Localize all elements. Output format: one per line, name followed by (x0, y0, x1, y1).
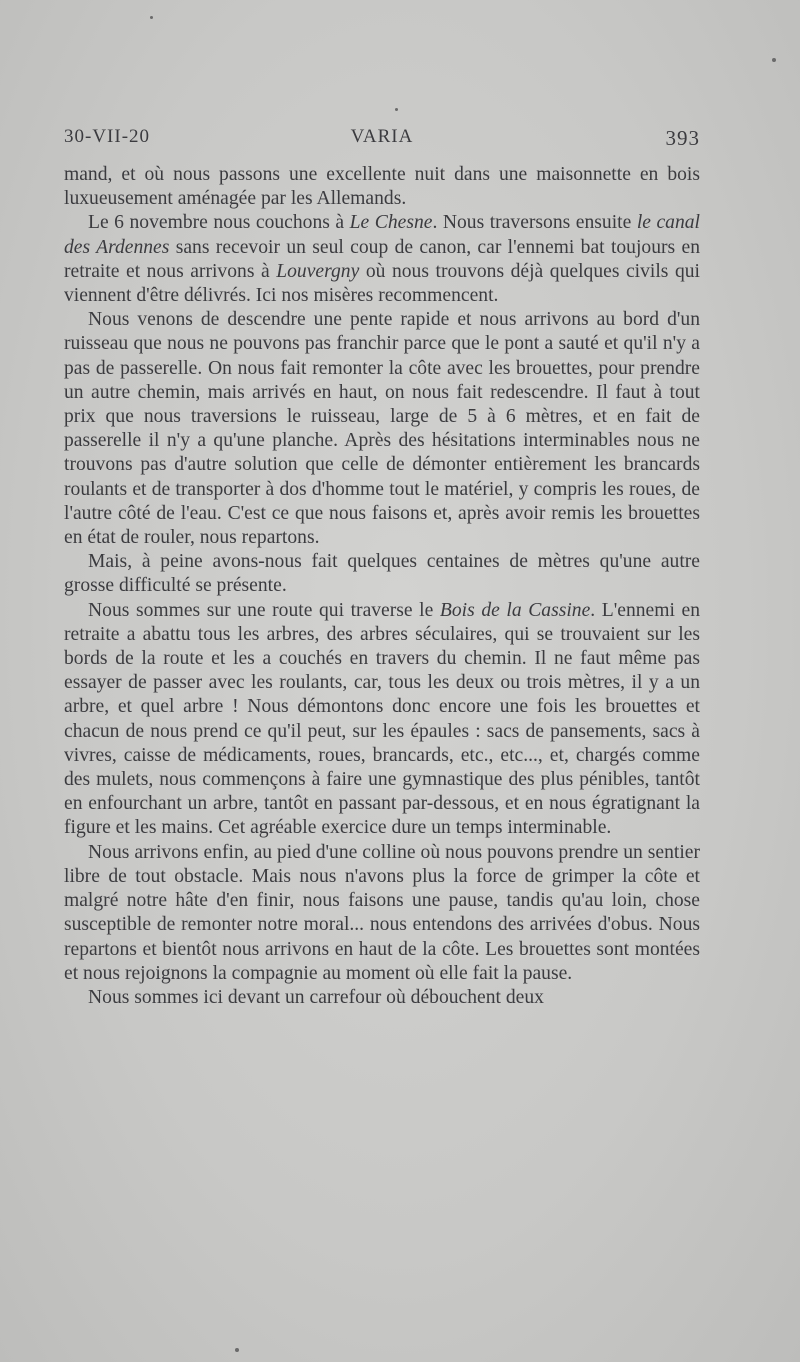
paragraph: Nous venons de descendre une pente rapide et nous arrivons au bord d'un ruisseau que nous ne pouvons pas franchir parce que le pont a sauté et qu'il n'y a pas de passerelle. On nous fait remonter la côte avec les brouettes, pour prendre un autre chemin, mais arrivés en haut, on nous fait redescendre. Il faut à tout prix que nous traversions le ruisseau, large de 5 à 6 mètres, et en fait de passerelle il n'y a qu'une planche. Après des hésitations interminables nous ne trouvons pas d'autre solution que celle de démonter entièrement les brancards roulants et de transporter à dos d'homme tout le matériel, y compris les roues, de l'autre côté de l'eau. C'est ce que nous faisons et, après avoir remis les brouettes en état de rouler, nous repartons. (64, 309, 700, 549)
body-text (64, 163, 700, 1010)
header-section-title: VARIA (350, 126, 414, 147)
header-date: 30-VII-20 (64, 126, 151, 147)
page-number: 393 (665, 126, 700, 150)
running-header (64, 126, 700, 156)
paragraph: Nous sommes sur une route qui traverse le Bois de la Cassine. L'ennemi en retraite a abattu tous les arbres, des arbres séculaires, qui se trouvaient sur les bords de la route et les a couchés en travers du chemin. Il ne faut même pas essayer de passer avec les roulants, car, tous les deux ou trois mètres, il y a un arbre, et quel arbre ! Nous démontons donc encore une fois les brouettes et chacun de nous prend ce qu'il peut, sur les épaules : sacs de pansements, sacs à vivres, caisse de médicaments, roues, brancards, etc., etc..., et, chargés comme des mulets, nous commençons à faire une gymnastique des plus pénibles, tantôt en enfourchant un arbre, tantôt en passant par-dessous, et en nous égratignant la figure et les mains. Cet agréable exercice dure un temps interminable. (64, 599, 700, 839)
paragraph: mand, et où nous passons une excellente nuit dans une maisonnette en bois luxueusement aménagée par les Allemands. (64, 164, 700, 210)
paragraph: Mais, à peine avons-nous fait quelques centaines de mètres qu'une autre grosse difficulté se présente. (64, 551, 700, 597)
paragraph: Nous sommes ici devant un carrefour où débouchent deux (88, 986, 544, 1008)
paragraph: Le 6 novembre nous couchons à Le Chesne. Nous traversons ensuite le canal des Ardennes sans recevoir un seul coup de canon, car l'ennemi bat toujours en retraite et nous arrivons à Louvergny où nous trouvons déjà quelques civils qui viennent d'être délivrés. Ici nos misères recommencent. (64, 212, 701, 307)
paragraph: Nous arrivons enfin, au pied d'une colline où nous pouvons prendre un sentier libre de tout obstacle. Mais nous n'avons plus la force de grimper la côte et malgré notre hâte d'en finir, nous faisons une pause, tandis qu'au loin, chose susceptible de remonter notre moral... nous entendons des arrivées d'obus. Nous repartons et bientôt nous arrivons en haut de la côte. Les brouettes sont montées et nous rejoignons la compagnie au moment où elle fait la pause. (64, 841, 700, 984)
